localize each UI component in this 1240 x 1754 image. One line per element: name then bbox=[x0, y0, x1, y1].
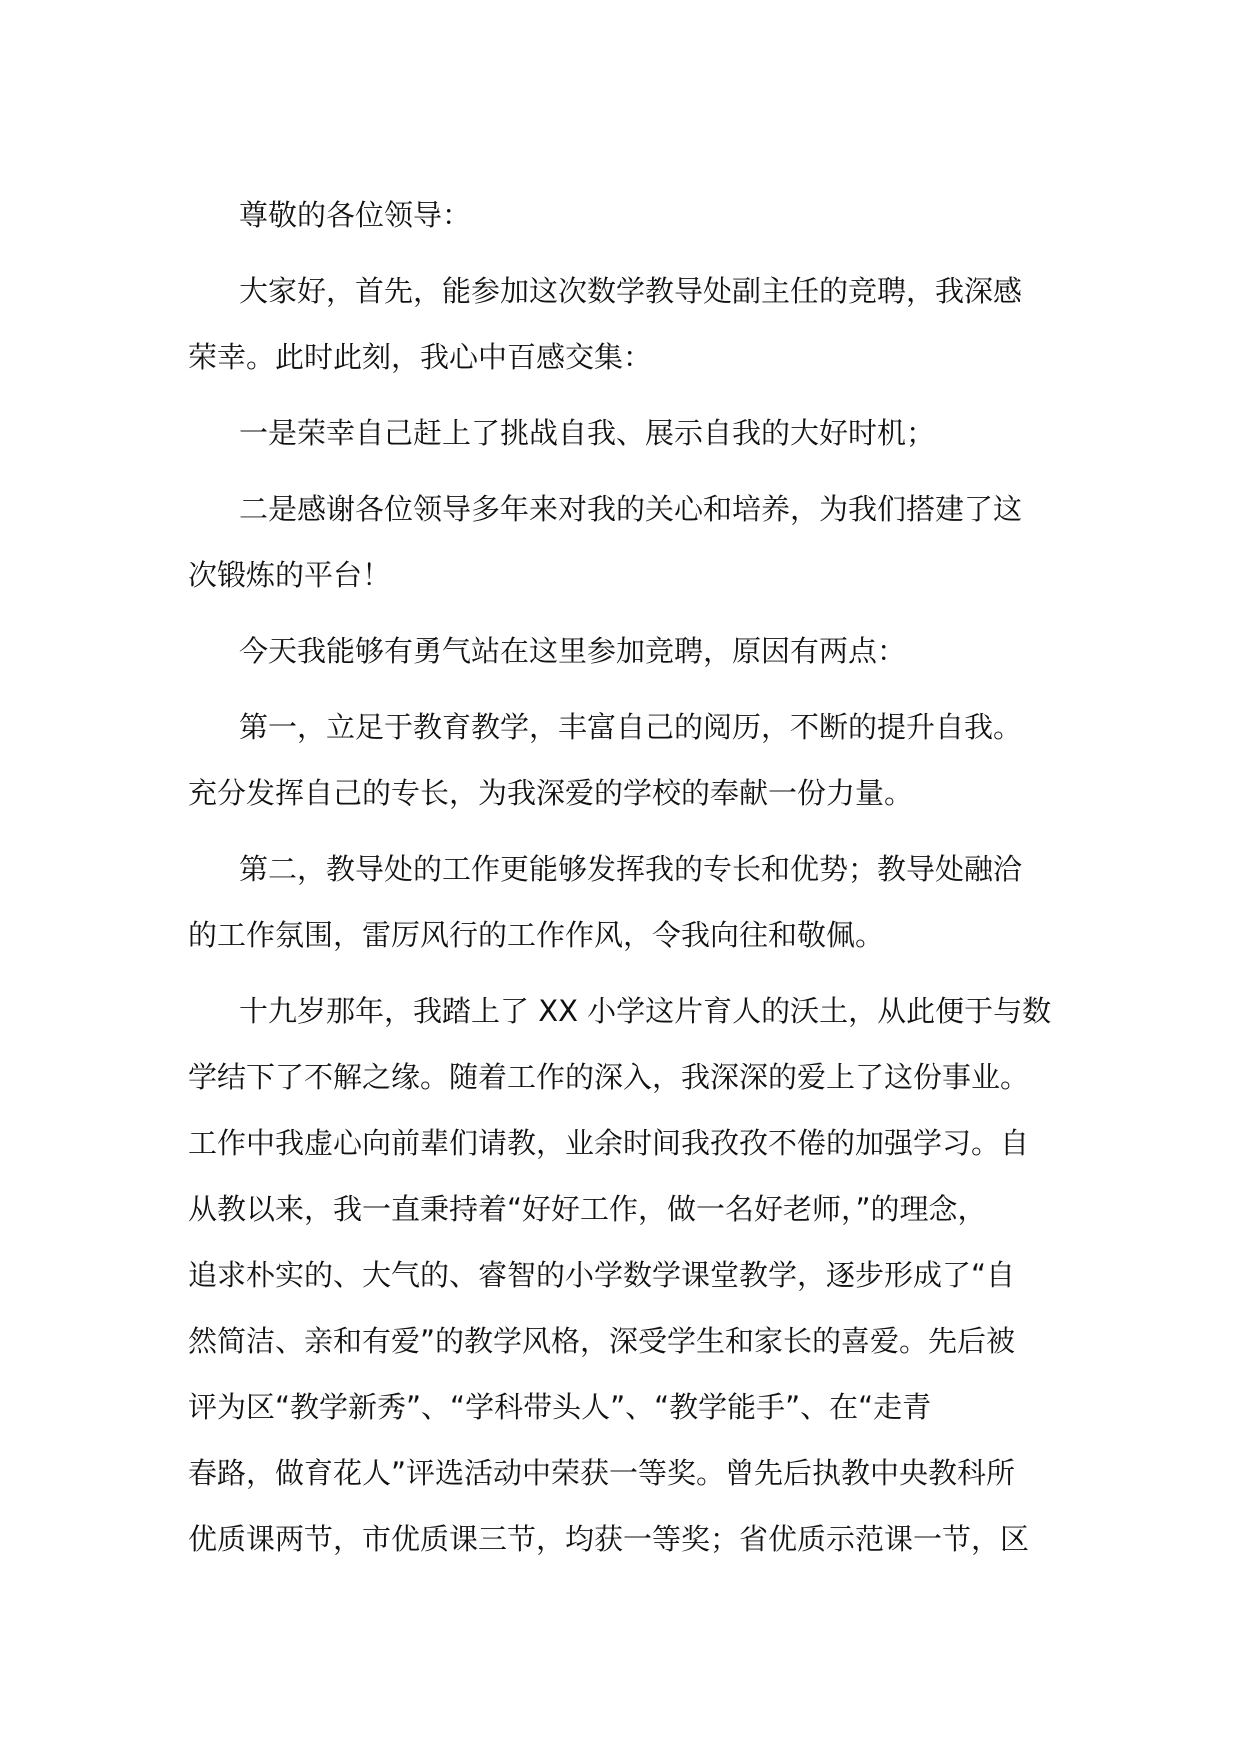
paragraph-line: 二是感谢各位领导多年来对我的关心和培养，为我们搭建了这 bbox=[239, 492, 1023, 526]
paragraph-line: 然简洁、亲和有爱”的教学风格，深受学生和家长的喜爱。先后被 bbox=[188, 1324, 1016, 1358]
paragraph-line: 大家好，首先，能参加这次数学教导处副主任的竞聘，我深感 bbox=[239, 274, 1023, 308]
paragraph-line: 充分发挥自己的专长，为我深爱的学校的奉献一份力量。 bbox=[188, 776, 914, 810]
paragraph-line: 优质课两节，市优质课三节，均获一等奖；省优质示范课一节，区 bbox=[188, 1522, 1030, 1556]
paragraph-gap bbox=[188, 466, 1058, 476]
paragraph-line: 第二，教导处的工作更能够发挥我的专长和优势；教导处融洽 bbox=[239, 852, 1023, 886]
paragraph-line: 工作中我虚心向前辈们请教，业余时间我孜孜不倦的加强学习。自 bbox=[188, 1126, 1030, 1160]
paragraph-gap bbox=[188, 248, 1058, 258]
paragraph-line: 的工作氛围，雷厉风行的工作作风，令我向往和敬佩。 bbox=[188, 918, 885, 952]
paragraph-line: 第一，立足于教育教学，丰富自己的阅历，不断的提升自我。 bbox=[239, 710, 1023, 744]
paragraph-line: 从教以来，我一直秉持着“好好工作，做一名好老师，”的理念， bbox=[188, 1192, 987, 1226]
paragraph-gap bbox=[188, 608, 1058, 618]
paragraph-line: 一是荣幸自己赶上了挑战自我、展示自我的大好时机； bbox=[239, 416, 936, 450]
paragraph-gap bbox=[188, 968, 1058, 978]
paragraph-line: 春路，做育花人”评选活动中荣获一等奖。曾先后执教中央教科所 bbox=[188, 1456, 1016, 1490]
paragraph-line: 评为区“教学新秀”、“学科带头人”、“教学能手”、在“走青 bbox=[188, 1390, 932, 1424]
paragraph-line: 次锻炼的平台！ bbox=[188, 558, 392, 592]
paragraph-line: 荣幸。此时此刻，我心中百感交集： bbox=[188, 340, 653, 374]
salutation: 尊敬的各位领导： bbox=[239, 198, 472, 232]
paragraph-line: 今天我能够有勇气站在这里参加竞聘，原因有两点： bbox=[239, 634, 907, 668]
paragraph-gap bbox=[188, 684, 1058, 694]
paragraph-line: 学结下了不解之缘。随着工作的深入，我深深的爱上了这份事业。 bbox=[188, 1060, 1030, 1094]
paragraph-gap bbox=[188, 390, 1058, 400]
paragraph-line: 追求朴实的、大气的、睿智的小学数学课堂教学，逐步形成了“自 bbox=[188, 1258, 1016, 1292]
paragraph-gap bbox=[188, 826, 1058, 836]
document-body bbox=[188, 182, 1058, 1572]
paragraph-line: 十九岁那年，我踏上了 XX 小学这片育人的沃土，从此便于与数 bbox=[239, 994, 1052, 1028]
